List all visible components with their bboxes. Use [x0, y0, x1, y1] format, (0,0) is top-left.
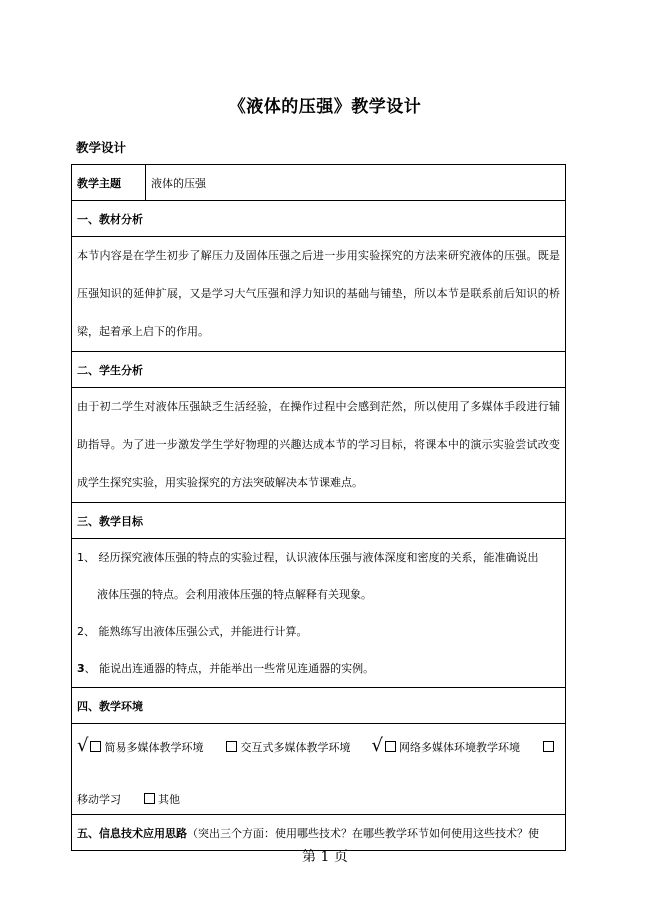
section-5-heading: 五、信息技术应用思路 [77, 826, 187, 840]
env-options-line-1 [77, 732, 560, 762]
env-opt5-checkbox[interactable] [144, 793, 155, 804]
section-5-note: （突出三个方面：使用哪些技术？在哪些教学环节如何使用这些技术？使 [187, 826, 539, 840]
section-4-heading: 四、教学环境 [72, 688, 566, 724]
section-2-heading: 二、学生分析 [72, 352, 566, 388]
env-opt3-label: 网络多媒体环境教学环境 [398, 741, 520, 754]
env-opt3-checkbox[interactable] [385, 741, 396, 752]
topic-label: 教学主题 [72, 165, 146, 201]
section-1-body-row [72, 237, 566, 352]
section-heading: 教学设计 [76, 140, 127, 155]
section-4-header-row [72, 688, 566, 724]
lesson-plan-table [71, 164, 566, 851]
goal-2: 2、 能熟练写出液体压强公式，并能进行计算。 [77, 625, 308, 638]
goal-3-text: 、 能说出连通器的特点，并能举出一些常见连通器的实例。 [84, 662, 375, 675]
section-1-heading: 一、教材分析 [72, 201, 566, 237]
section-4-body-row [72, 724, 566, 815]
section-3-header-row [72, 503, 566, 539]
section-2-header-row [72, 352, 566, 388]
document-title: 《液体的压强》教学设计 [228, 97, 422, 117]
section-3-heading: 三、教学目标 [72, 503, 566, 539]
env-opt4-checkbox[interactable] [543, 741, 554, 752]
env-opt1-label: 简易多媒体教学环境 [104, 741, 204, 754]
env-opt5-label: 其他 [158, 793, 180, 806]
env-options-line-2 [77, 786, 560, 814]
env-opt1-check-mark: √ [77, 735, 89, 756]
topic-row [72, 165, 566, 201]
goal-3 [77, 650, 560, 687]
section-1-text: 本节内容是在学生初步了解压力及固体压强之后进一步用实验探究的方法来研究液体的压强。既是压强知识的延伸扩展，又是学习大气压强和浮力知识的基础与铺垫，所以本节是联系前后知识的桥梁，起着承上启下的作用。 [77, 249, 560, 338]
env-opt1-checkbox[interactable] [90, 741, 101, 752]
section-3-body-row [72, 539, 566, 688]
env-opt3-check-mark: √ [371, 735, 383, 756]
env-opt4-label: 移动学习 [77, 793, 121, 806]
env-opt2-label: 交互式多媒体教学环境 [240, 741, 351, 754]
page-number: 第 1 页 [302, 849, 348, 865]
goal-3-number: 3 [77, 662, 85, 675]
section-1-header-row [72, 201, 566, 237]
topic-value: 液体的压强 [146, 165, 566, 201]
section-2-body-row [72, 388, 566, 503]
env-opt2-checkbox[interactable] [226, 741, 237, 752]
goal-1-line-1: 1、 经历探究液体压强的特点的实验过程，认识液体压强与液体深度和密度的关系，能准确说出 [77, 551, 539, 564]
goal-1-line-2: 液体压强的特点。会利用液体压强的特点解释有关现象。 [97, 588, 372, 601]
section-2-text: 由于初二学生对液体压强缺乏生活经验，在操作过程中会感到茫然，所以使用了多媒体手段进行辅助指导。为了进一步激发学生学好物理的兴趣达成本节的学习目标，将课本中的演示实验尝试改变成学生探究实验，用实验探究的方法突破解决本节课难点。 [77, 400, 560, 489]
